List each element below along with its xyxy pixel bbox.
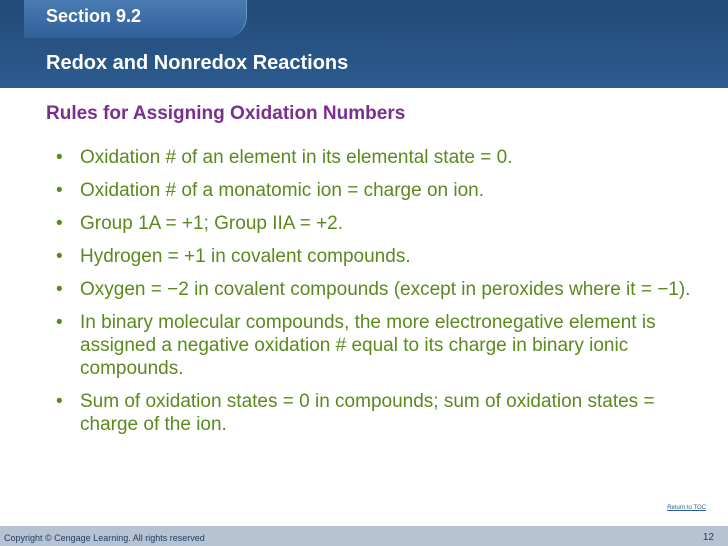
bullet-text: Oxidation # of an element in its elemental state = 0. bbox=[80, 147, 513, 168]
section-label: Section 9.2 bbox=[46, 6, 142, 26]
bullet-item bbox=[50, 311, 710, 380]
page-number: 12 bbox=[702, 532, 714, 543]
bullet-text: Hydrogen = +1 in covalent compounds. bbox=[80, 246, 411, 267]
bullet-item bbox=[50, 245, 710, 268]
bullet-dot-icon: • bbox=[56, 391, 63, 412]
copyright-text: Copyright © Cengage Learning. All rights reserved bbox=[4, 533, 205, 543]
bullet-text: Oxygen = −2 in covalent compounds (except in peroxides where it = −1). bbox=[80, 279, 691, 300]
bullet-item bbox=[50, 278, 710, 301]
bullet-dot-icon: • bbox=[56, 312, 63, 333]
bullet-item bbox=[50, 146, 710, 169]
bullet-list bbox=[50, 146, 710, 446]
bullet-text: Sum of oxidation states = 0 in compounds; sum of oxidation states = charge of the ion. bbox=[80, 391, 655, 435]
bullet-dot-icon: • bbox=[56, 180, 63, 201]
bullet-item bbox=[50, 212, 710, 235]
bullet-item bbox=[50, 390, 710, 436]
bullet-text: Oxidation # of a monatomic ion = charge on ion. bbox=[80, 180, 484, 201]
bullet-dot-icon: • bbox=[56, 279, 63, 300]
bullet-dot-icon: • bbox=[56, 246, 63, 267]
return-to-toc-link[interactable]: Return to TOC bbox=[667, 505, 706, 511]
bullet-text: Group 1A = +1; Group IIA = +2. bbox=[80, 213, 344, 234]
bullet-dot-icon: • bbox=[56, 147, 63, 168]
slide-title: Rules for Assigning Oxidation Numbers bbox=[46, 103, 406, 124]
section-subtitle: Redox and Nonredox Reactions bbox=[46, 52, 349, 74]
bullet-text: In binary molecular compounds, the more electronegative element is assigned a negative oxidation # equal to its charge in binary ionic compounds. bbox=[80, 312, 656, 379]
bullet-dot-icon: • bbox=[56, 213, 63, 234]
bullet-item bbox=[50, 179, 710, 202]
